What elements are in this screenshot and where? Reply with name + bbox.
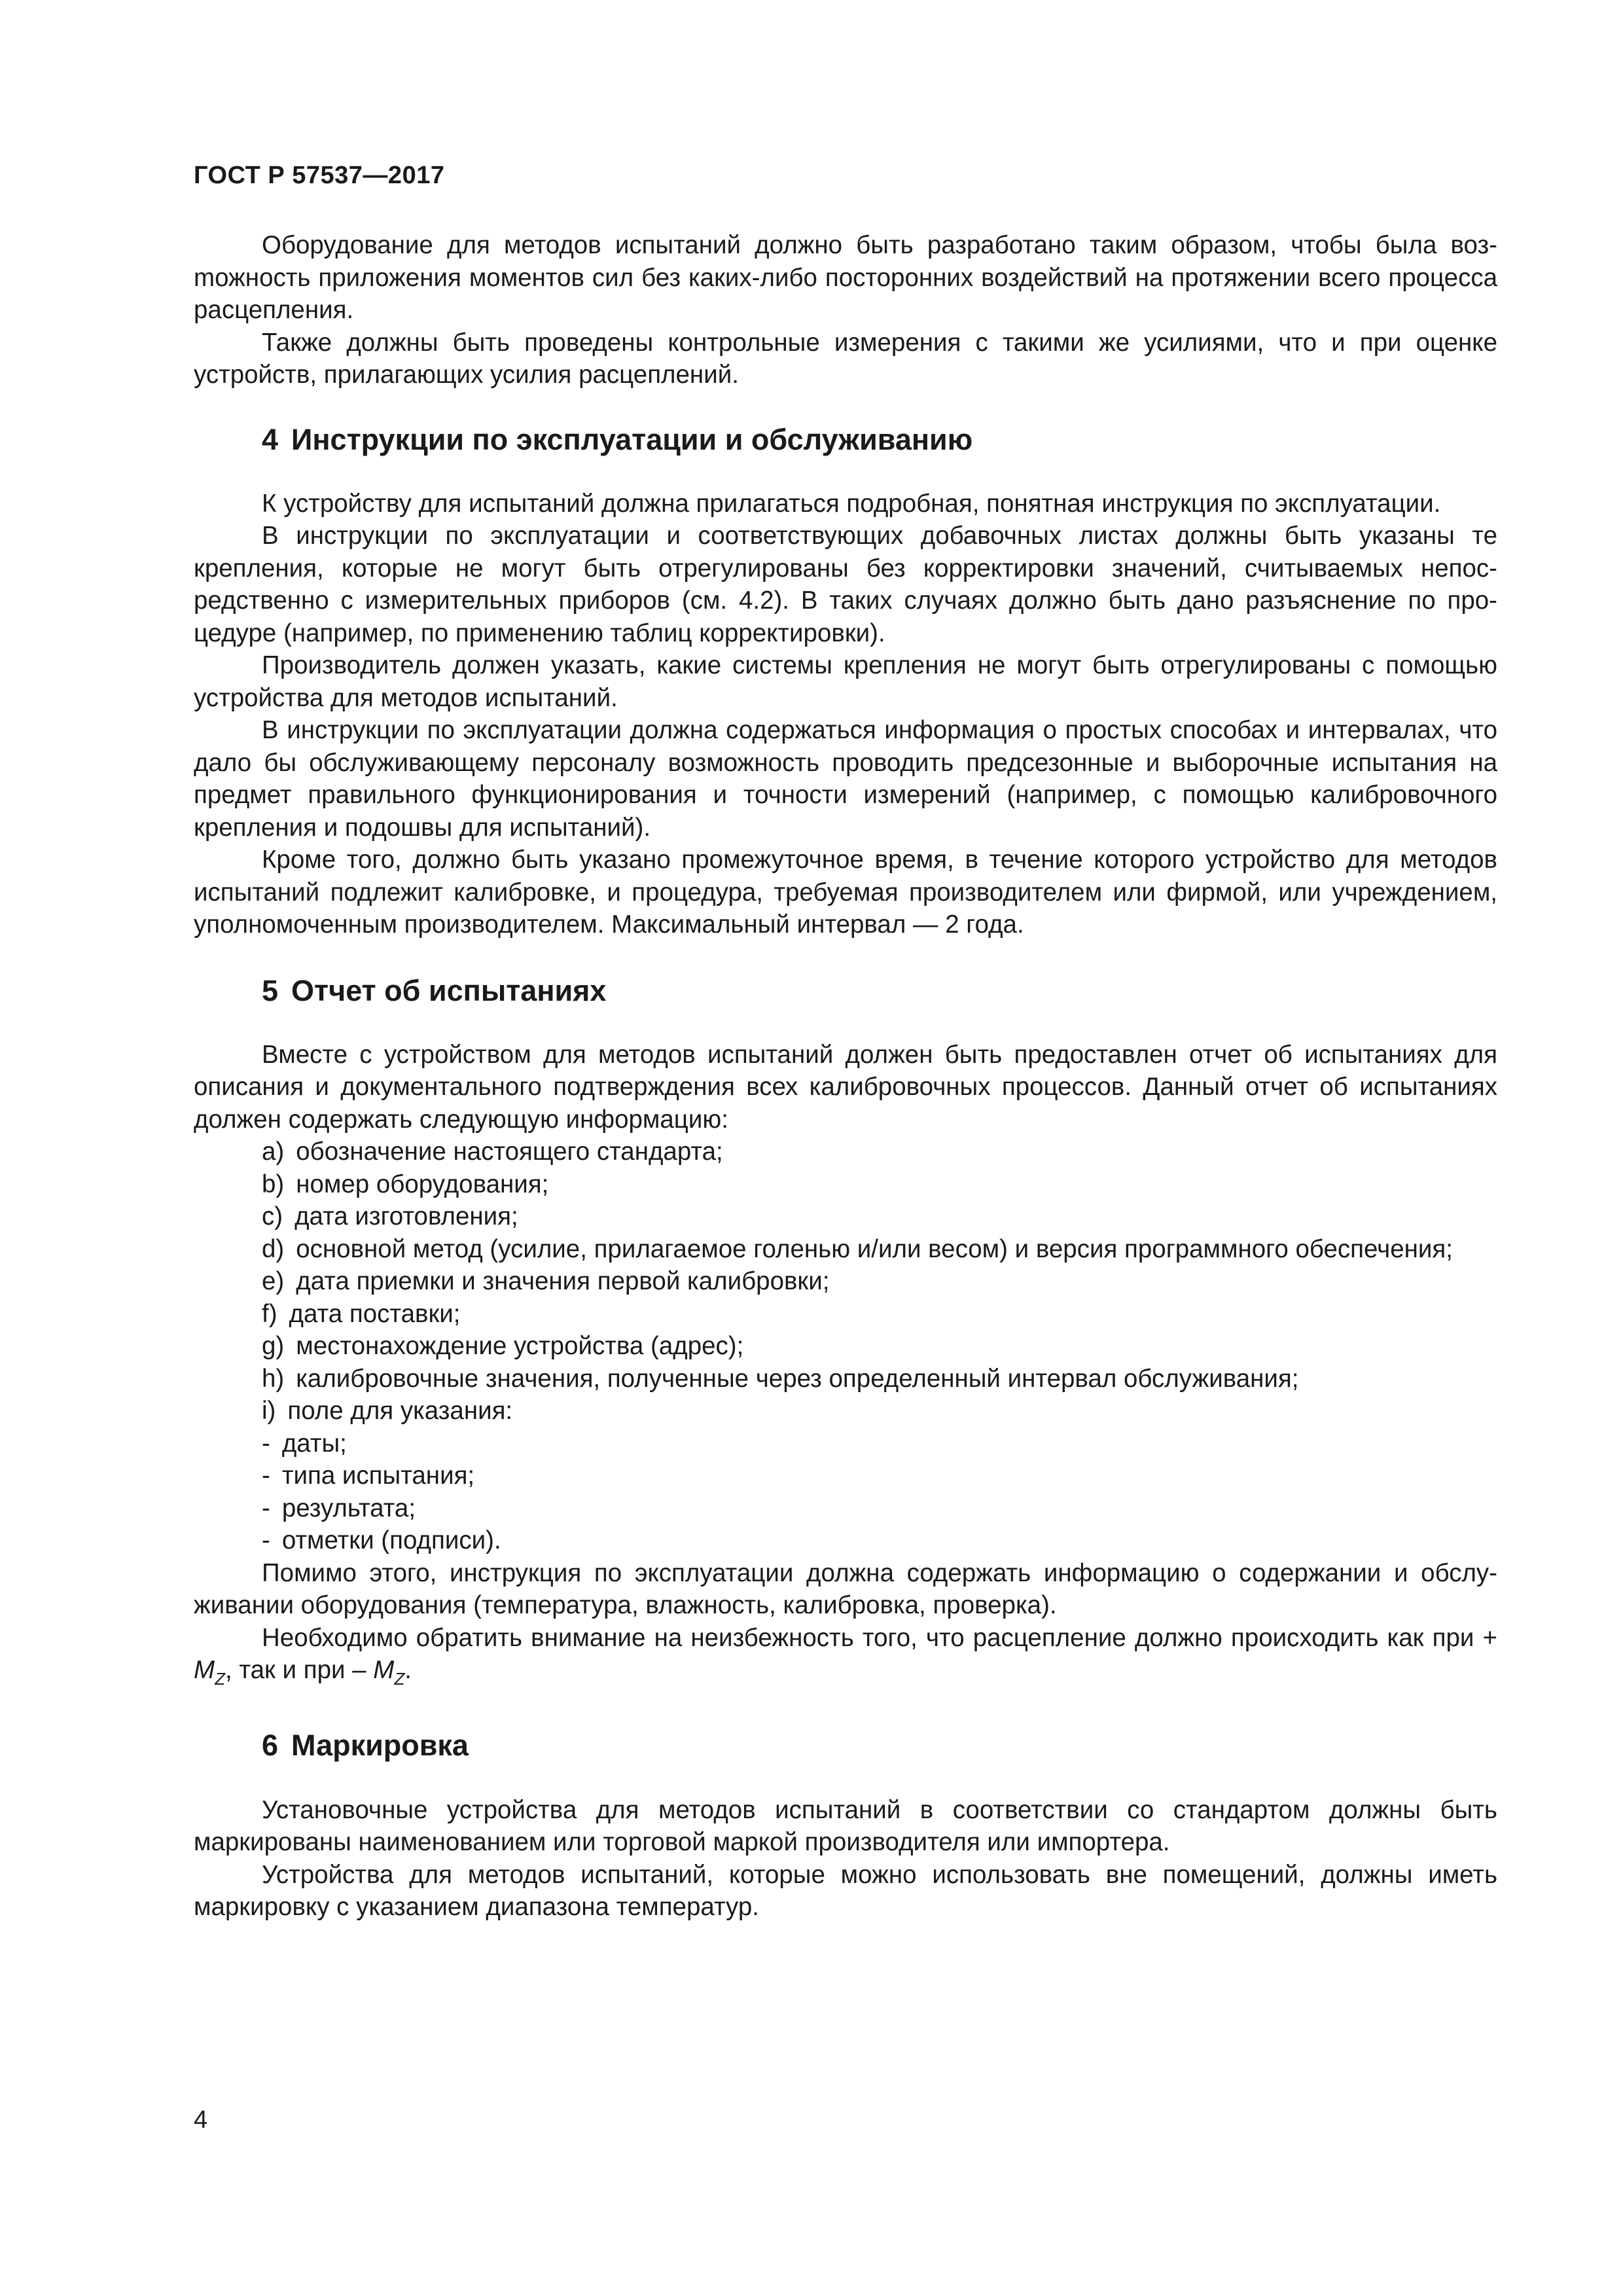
section-5-heading	[194, 973, 1497, 1009]
list-item	[194, 1298, 1497, 1331]
paragraph-text: , так и при –	[224, 1656, 374, 1684]
section-5-paragraph-1: Вместе с устройством для методов испытаний должен быть предоставлен отчет об испытаниях для описания и документального подтверждения всех калибровочных процессов. Данный отчет об испытаниях должен содержать следующую информацию:	[194, 1040, 1497, 1134]
paragraph-text: Необходимо обратить внимание на неизбежность того, что расцепление должно происходить как при +	[262, 1623, 1497, 1652]
moment-subscript: Z	[394, 1669, 405, 1689]
section-6-paragraph-2: Устройства для методов испытаний, которые можно использовать вне помещений, должны иметь маркировку с указанием диапазона температур.	[194, 1860, 1497, 1921]
list-item-marker: e)	[262, 1267, 285, 1295]
list-item-text: поле для указания:	[287, 1397, 513, 1425]
section-5-paragraph-2: Помимо этого, инструкция по эксплуатации должна содержать информацию о содержании и обслуживании оборудования (температура, влажность, калибровка, проверка).	[194, 1558, 1497, 1619]
list-item-marker: h)	[262, 1364, 285, 1393]
section-4-paragraph-4: В инструкции по эксплуатации должна содержаться информация о простых способах и интервалах, что дало бы обслуживающему персоналу возможность проводить предсезонные и выборочные испытания на предмет правильного функционирования и точности измерений (например, с помощью калибровочного крепления и подошвы для испытаний).	[194, 716, 1497, 842]
section-6-heading	[194, 1727, 1497, 1764]
list-item-marker: g)	[262, 1332, 285, 1360]
moment-subscript: Z	[215, 1669, 225, 1689]
list-item-marker: -	[262, 1429, 270, 1458]
section-4-paragraph-2: В инструкции по эксплуатации и соответствующих добавочных листах должны быть указаны те крепления, которые не могут быть отрегулированы без корректировки значений, считываемых непосредственно с измерительных приборов (см. 4.2). В таких случаях должно быть дано разъяснение по процедуре (например, по применению таблиц корректировки).	[194, 522, 1497, 647]
list-item	[194, 1492, 1497, 1525]
list-item	[194, 1200, 1497, 1233]
list-item	[194, 1168, 1497, 1201]
list-item-text: дата поставки;	[289, 1299, 461, 1328]
section-4-title: Инструкции по эксплуатации и обслуживанию	[291, 422, 973, 456]
section-4-number: 4	[262, 422, 279, 456]
section-4-paragraph-3: Производитель должен указать, какие системы крепления не могут быть отрегулированы с помощью устройства для методов испытаний.	[194, 651, 1497, 712]
list-item-text: местонахождение устройства (адрес);	[296, 1332, 744, 1360]
report-contents-list	[194, 1136, 1497, 1557]
list-item-text: дата приемки и значения первой калибровки;	[296, 1267, 830, 1295]
list-item-text: дата изготовления;	[294, 1202, 518, 1230]
page-number: 4	[194, 2106, 208, 2134]
list-item-marker: d)	[262, 1234, 285, 1263]
list-item-marker: i)	[262, 1397, 276, 1425]
moment-symbol: M	[194, 1656, 215, 1684]
section-6-title: Маркировка	[291, 1728, 469, 1762]
list-item-text: обозначение настоящего стандарта;	[296, 1138, 723, 1166]
section-5-paragraph-3	[194, 1622, 1497, 1696]
list-item	[194, 1233, 1497, 1266]
list-item-text: отметки (подписи).	[281, 1526, 501, 1554]
paragraph-text: .	[404, 1656, 412, 1684]
list-item-marker: f)	[262, 1299, 277, 1328]
list-item	[194, 1524, 1497, 1557]
list-item-marker: a)	[262, 1138, 285, 1166]
list-item	[194, 1427, 1497, 1460]
list-item-text: основной метод (усилие, прилагаемое голенью и/или весом) и версия программного обеспечения;	[296, 1234, 1453, 1263]
page-content	[194, 229, 1497, 1924]
list-item	[194, 1363, 1497, 1395]
section-5-number: 5	[262, 973, 279, 1007]
list-item	[194, 1460, 1497, 1492]
list-item-marker: -	[262, 1526, 270, 1554]
intro-paragraph-2: Также должны быть проведены контрольные измерения с такими же усилиями, что и при оценке устройств, прилагающих усилия расцеплений.	[194, 328, 1497, 389]
list-item	[194, 1395, 1497, 1427]
section-6-paragraph-1: Установочные устройства для методов испытаний в соответствии со стандартом должны быть маркированы наименованием или торговой маркой производителя или импортера.	[194, 1795, 1497, 1856]
list-item	[194, 1136, 1497, 1168]
section-4-paragraph-5: Кроме того, должно быть указано промежуточное время, в течение которого устройство для методов испытаний подлежит калибровке, и процедура, требуемая производителем или фирмой, или учреждением, уполномоченным производителем. Максимальный интервал — 2 года.	[194, 846, 1497, 939]
section-4-heading	[194, 422, 1497, 458]
list-item	[194, 1265, 1497, 1298]
list-item-marker: -	[262, 1462, 270, 1490]
intro-paragraph-1: Оборудование для методов испытаний должно быть разработано таким образом, чтобы была возmожность приложения моментов сил без каких-либо посторонних воздействий на протяжении всего процесса расцепления.	[194, 231, 1497, 324]
list-item-text: калибровочные значения, полученные через определенный интервал обслуживания;	[296, 1364, 1299, 1393]
list-item-text: номер оборудования;	[296, 1170, 549, 1198]
section-6-number: 6	[262, 1728, 279, 1762]
section-4-paragraph-1: К устройству для испытаний должна прилагаться подробная, понятная инструкция по эксплуатации.	[262, 489, 1441, 518]
list-item-text: результата;	[281, 1494, 416, 1522]
document-designation: ГОСТ Р 57537—2017	[194, 162, 445, 189]
list-item	[194, 1330, 1497, 1363]
section-5-title: Отчет об испытаниях	[291, 973, 607, 1007]
list-item-text: даты;	[281, 1429, 347, 1458]
list-item-text: типа испытания;	[281, 1462, 475, 1490]
list-item-marker: -	[262, 1494, 270, 1522]
list-item-marker: c)	[262, 1202, 283, 1230]
moment-symbol: M	[373, 1656, 395, 1684]
list-item-marker: b)	[262, 1170, 285, 1198]
